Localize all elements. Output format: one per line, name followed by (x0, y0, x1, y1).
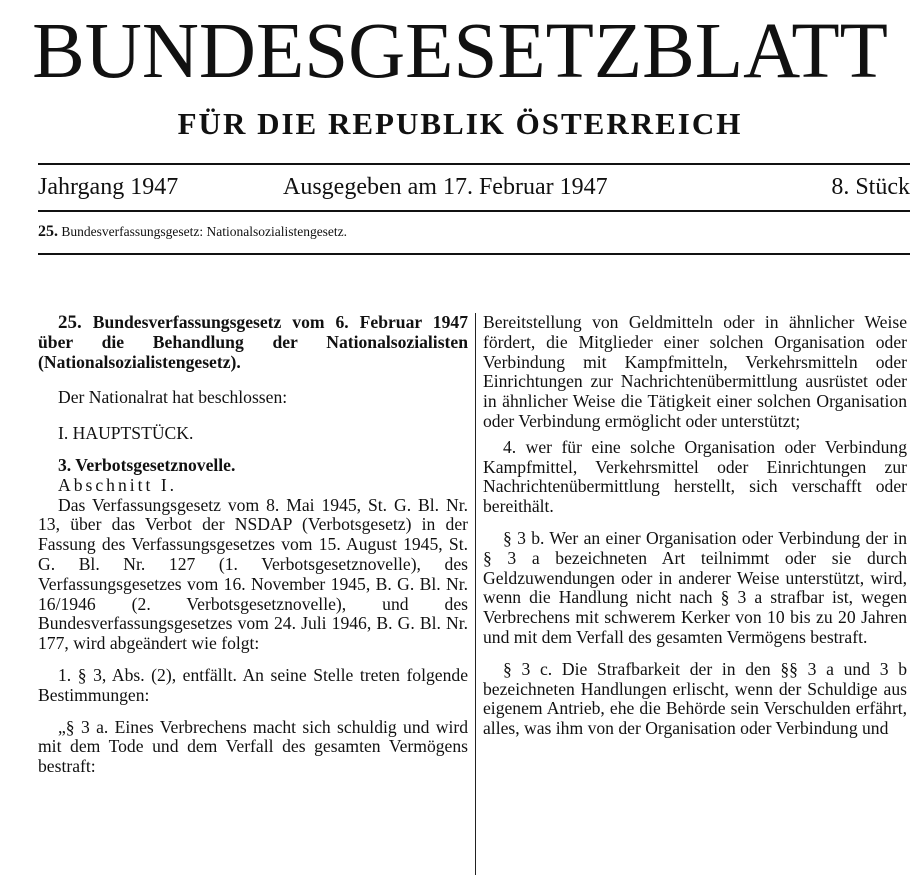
right-column (483, 313, 907, 739)
preamble: Der Nationalrat hat beschlossen: (58, 387, 288, 408)
issue-line (38, 170, 910, 204)
right-paragraph-1: Bereitstellung von Geldmitteln oder in ähnlicher Weise fördert, die Mitglieder einer solchen Organisation oder Verbindung mit Kampfmitteln, Verkehrsmitteln oder Einrichtungen zur Nachrichtenübermittlung ausrüstet oder in ähnlicher Weise die Tätigkeit einer solchen Organisation oder Verbindung ermöglicht oder unterstützt; (483, 312, 907, 431)
part-heading: I. HAUPTSTÜCK. (58, 423, 194, 444)
law-title-text: Bundesverfassungsgesetz vom 6. Februar 1947 über die Behandlung der Nationalsozialisten (Nationalsozialistengesetz). (38, 312, 468, 372)
toc-text: Bundesverfassungsgesetz: Nationalsozialistengesetz. (61, 224, 348, 239)
issue-piece: 8. Stück (831, 174, 910, 200)
left-paragraph-3: „§ 3 a. Eines Verbrechens macht sich schuldig und wird mit dem Tode und dem Verfall des gesamten Vermögens bestraft: (38, 716, 468, 777)
column-divider (475, 313, 476, 875)
right-paragraph-4: § 3 c. Die Strafbarkeit der in den §§ 3 a und 3 b bezeichneten Handlungen erlischt, wenn der Schuldige aus eigenem Antrieb, ehe die Behörde sein Verschulden erfährt, alles, was ihm von der Organisation oder Verbindung und (483, 658, 907, 739)
table-of-contents (38, 222, 910, 242)
law-number: 25. (58, 312, 82, 333)
right-paragraph-2: 4. wer für eine solche Organisation oder Verbindung Kampfmittel, Verkehrsmittel oder Einrichtungen zur Nachrichtenübermittlung herstellt, sich verschafft oder bereithält. (483, 436, 907, 517)
issue-year: Jahrgang 1947 (38, 174, 179, 200)
subsection-heading: Abschnitt I. (58, 474, 178, 495)
issue-date: Ausgegeben am 17. Februar 1947 (283, 174, 608, 200)
masthead-title: BUNDESGESETZBLATT (32, 8, 888, 95)
left-paragraph-2: 1. § 3, Abs. (2), entfällt. An seine Stelle treten folgende Bestimmungen: (38, 664, 468, 705)
right-paragraph-3: § 3 b. Wer an einer Organisation oder Verbindung der in § 3 a bezeichneten Art teilnimmt oder sie durch Geldzuwendungen oder in anderer Weise unterstützt, wird, wenn die Handlung nicht nach § 3 a strafbar ist, wegen Verbrechens mit schwerem Kerker von 10 bis zu 20 Jahren und mit dem Verfall des gesamten Vermögens bestraft. (483, 527, 907, 647)
masthead-subtitle: FÜR DIE REPUBLIK ÖSTERREICH (177, 106, 743, 141)
rule-bottom (38, 253, 910, 255)
section-heading: 3. Verbotsgesetznovelle. (58, 454, 236, 475)
rule-middle (38, 210, 910, 212)
left-column (38, 313, 468, 777)
law-title (38, 313, 468, 372)
toc-number: 25. (38, 223, 58, 240)
rule-top (38, 163, 910, 165)
left-paragraph-1: Das Verfassungsgesetz vom 8. Mai 1945, St. G. Bl. Nr. 13, über das Verbot der NSDAP (Verbotsgesetz) in der Fassung des Verfassungsgesetzes vom 15. August 1945, St. G. Bl. Nr. 127 (1. Verbotsgesetznovelle), des Verfassungsgesetzes vom 16. November 1945, B. G. Bl. Nr. 16/1946 (2. Verbotsgesetznovelle), und des Bundesverfassungsgesetzes vom 24. Juli 1946, B. G. Bl. Nr. 177, wird abgeändert wie folgt: (38, 494, 468, 654)
